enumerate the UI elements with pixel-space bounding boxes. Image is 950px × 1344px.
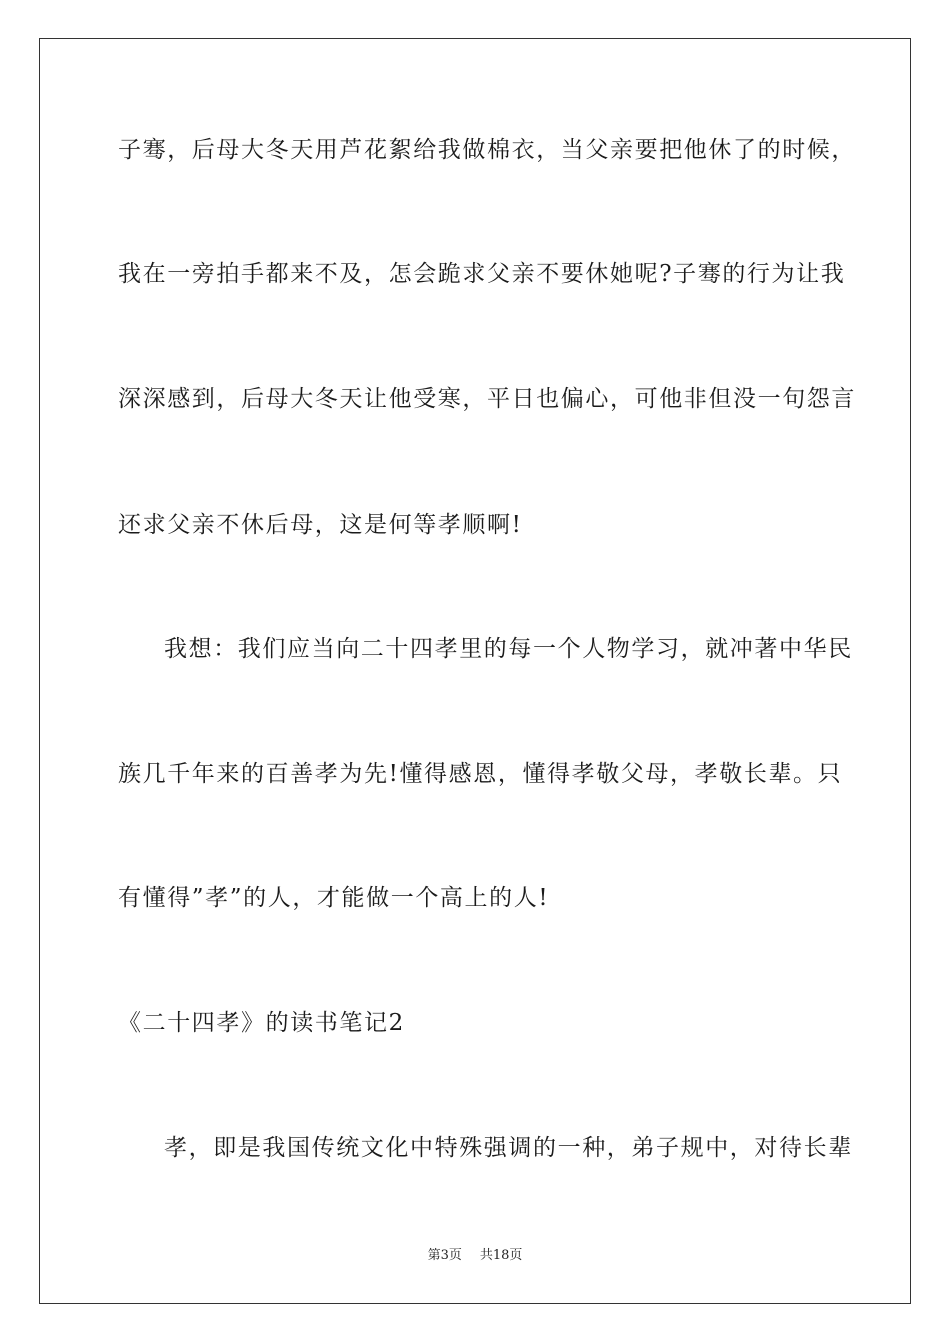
section-heading: 《二十四孝》的读书笔记2	[118, 1010, 405, 1036]
paragraph-first-line: 孝，即是我国传统文化中特殊强调的一种，弟子规中，对待长辈	[164, 1135, 853, 1161]
total-pages: 共18页	[479, 1248, 523, 1263]
page-footer	[0, 1247, 950, 1265]
body-text-line: 我在一旁拍手都来不及，怎会跪求父亲不要休她呢?子骞的行为让我	[118, 261, 846, 287]
body-text-line: 族几千年来的百善孝为先!懂得感恩，懂得孝敬父母，孝敬长辈。只	[118, 761, 843, 787]
body-text-line: 还求父亲不休后母，这是何等孝顺啊!	[118, 512, 523, 538]
body-text-line: 有懂得”孝”的人，才能做一个高上的人!	[118, 885, 550, 911]
body-text-line: 深深感到，后母大冬天让他受寒，平日也偏心，可他非但没一句怨言	[118, 386, 856, 412]
paragraph-first-line: 我想：我们应当向二十四孝里的每一个人物学习，就冲著中华民	[164, 636, 853, 662]
page-number: 第3页	[427, 1248, 462, 1263]
body-text-line: 子骞，后母大冬天用芦花絮给我做棉衣，当父亲要把他休了的时候，	[118, 137, 856, 163]
page-border	[39, 38, 911, 1304]
